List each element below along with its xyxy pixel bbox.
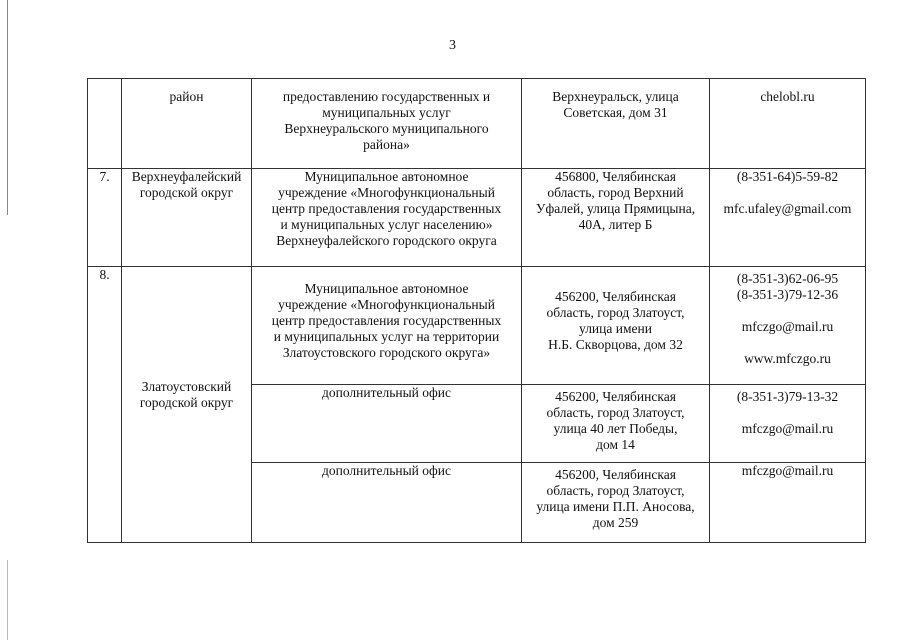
institution-cell: предоставлению государственных и муниципальных услуг Верхнеуральского муниципального района» bbox=[252, 79, 522, 169]
email-text: mfc.ufaley@gmail.com bbox=[723, 201, 852, 216]
contacts-cell bbox=[710, 79, 866, 169]
address-cell: 456200, Челябинская область, город Златоуст, улица имени Н.Б. Скворцова, дом 32 bbox=[522, 267, 710, 385]
row-number-cell: 8. bbox=[88, 267, 122, 543]
email-text: mfczgo@mail.ru bbox=[741, 463, 834, 478]
address-cell: Верхнеуральск, улица Советская, дом 31 bbox=[522, 79, 710, 169]
row-number-cell: 7. bbox=[88, 169, 122, 267]
phone-text: (8-351-3)79-12-36 bbox=[736, 287, 839, 302]
address-cell: 456200, Челябинская область, город Златоуст, улица 40 лет Победы, дом 14 bbox=[522, 385, 710, 463]
email-text: mfczgo@mail.ru bbox=[741, 421, 834, 436]
phone-text: (8-351-3)79-13-32 bbox=[736, 389, 839, 404]
table-row bbox=[88, 169, 866, 267]
address-cell: 456200, Челябинская область, город Златоуст, улица имени П.П. Аносова, дом 259 bbox=[522, 463, 710, 543]
email-text: mfczgo@mail.ru bbox=[741, 319, 834, 334]
website-text: www.mfczgo.ru bbox=[744, 351, 831, 366]
district-cell: Верхнеуфалейский городской округ bbox=[122, 169, 252, 267]
institution-cell: дополнительный офис bbox=[252, 463, 522, 543]
table-row bbox=[88, 79, 866, 169]
district-cell: Златоустовский городской округ bbox=[122, 267, 252, 543]
scan-edge-line bbox=[7, 560, 8, 640]
address-cell: 456800, Челябинская область, город Верхний Уфалей, улица Прямицына, 40А, литер Б bbox=[522, 169, 710, 267]
contacts-cell bbox=[710, 267, 866, 385]
mfc-table bbox=[87, 78, 866, 543]
institution-cell: дополнительный офис bbox=[252, 385, 522, 463]
table-row bbox=[88, 267, 866, 385]
phone-text: (8-351-3)62-06-95 bbox=[736, 271, 839, 286]
website-text: chelobl.ru bbox=[760, 89, 815, 104]
contacts-cell bbox=[710, 463, 866, 543]
institution-cell: Муниципальное автономное учреждение «Многофункциональный центр предоставления государственных и муниципальных услуг на территории Златоустовского городского округа» bbox=[252, 267, 522, 385]
row-number-cell bbox=[88, 79, 122, 169]
institution-cell: Муниципальное автономное учреждение «Многофункциональный центр предоставления государственных и муниципальных услуг населению» Верхнеуфалейского городского округа bbox=[252, 169, 522, 267]
scan-edge-line bbox=[7, 0, 8, 215]
phone-text: (8-351-64)5-59-82 bbox=[736, 169, 839, 184]
district-cell: район bbox=[122, 79, 252, 169]
page-number: 3 bbox=[449, 38, 456, 53]
contacts-cell bbox=[710, 169, 866, 267]
contacts-cell bbox=[710, 385, 866, 463]
